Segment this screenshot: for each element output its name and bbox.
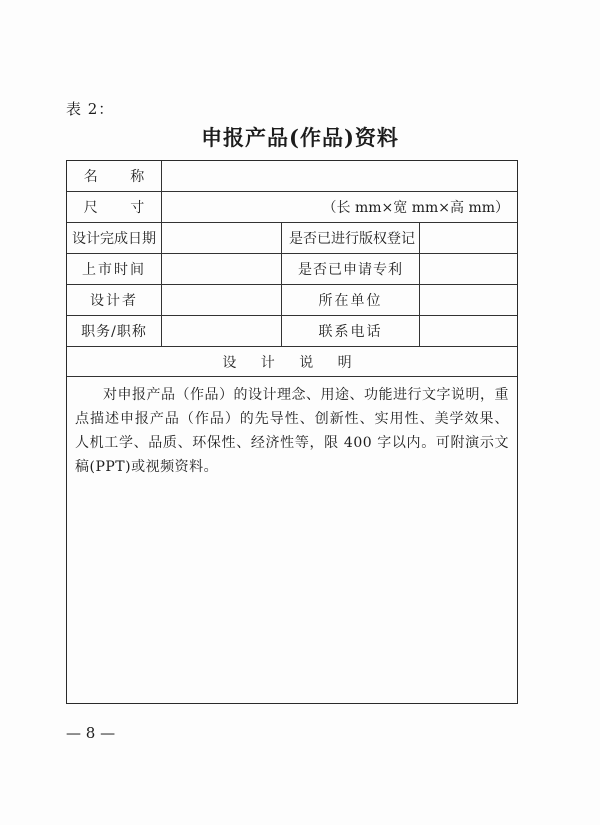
design-date-label: 设计完成日期 [67,223,162,253]
position-field[interactable] [162,316,282,346]
designer-field[interactable] [162,285,282,315]
position-label [67,316,162,346]
unit-label [282,285,420,315]
name-label [67,161,162,191]
unit-field[interactable] [420,285,519,315]
row-designer [67,285,517,316]
copyright-label [282,223,420,253]
design-description-header: 设 计 说 明 [222,355,362,371]
patent-field[interactable] [420,254,519,284]
row-launch [67,254,517,285]
launch-label [67,254,162,284]
designer-label-text: 设计者 [90,293,138,309]
name-label-text: 名 称 [83,169,159,185]
row-size [67,192,517,223]
position-label-text: 职务/职称 [81,324,147,340]
row-name [67,161,517,192]
name-field[interactable] [162,161,517,191]
row-section-header [67,347,517,377]
design-date-field[interactable] [162,223,282,253]
page-number: — 8 — [66,724,116,742]
size-label [67,192,162,222]
phone-label-text: 联系电话 [318,324,383,340]
size-label-text: 尺 寸 [83,200,159,216]
row-design-date [67,223,517,254]
phone-label [282,316,420,346]
copyright-label-text: 是否已进行版权登记 [289,231,415,247]
launch-label-text: 上市时间 [82,262,146,278]
unit-label-text: 所在单位 [318,293,383,309]
patent-label [282,254,420,284]
launch-field[interactable] [162,254,282,284]
page-title: 申报产品(作品)资料 [201,125,399,150]
designer-label [67,285,162,315]
table-number-label: 表 2： [66,100,115,118]
design-description-text[interactable]: 对申报产品（作品）的设计理念、用途、功能进行文字说明，重点描述申报产品（作品）的先导性、创新性、实用性、美学效果、人机工学、品质、环保性、经济性等，限 400 字以内。可附演示文稿(PPT)或视频资料。 [75,387,509,475]
patent-label-text: 是否已申请专利 [298,262,403,278]
size-field[interactable] [162,192,517,222]
row-position [67,316,517,347]
product-info-form [66,160,518,704]
copyright-field[interactable] [420,223,519,253]
phone-field[interactable] [420,316,519,346]
size-hint: （长 mm×宽 mm×高 mm） [322,200,509,216]
